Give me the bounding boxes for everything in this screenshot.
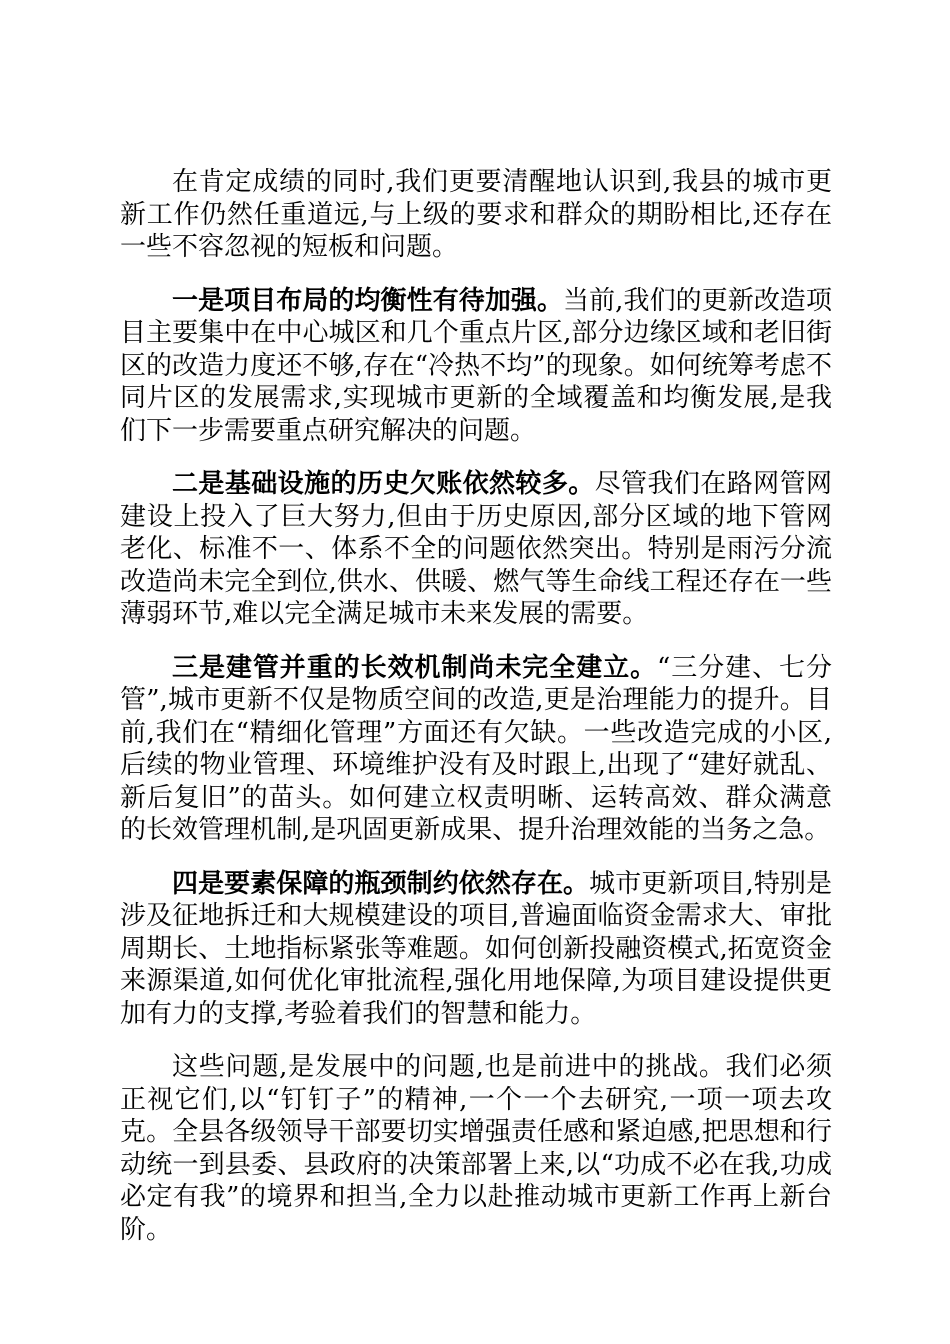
paragraph-text: 这些问题,是发展中的问题,也是前进中的挑战。我们必须正视它们,以“钉钉子”的精神,一个一个去研究,一项一项去攻克。全县各级领导干部要切实增强责任感和紧迫感,把思想和行动统一到县委、县政府的决策部署上来,以“功成不必在我,功成必定有我”的境界和担当,全力以赴推动城市更新工作再上新台阶。 — [120, 1052, 832, 1245]
paragraph-conclusion — [120, 1051, 832, 1246]
paragraph-lead: 三是建管并重的长效机制尚未完全建立。 — [172, 652, 658, 683]
paragraph-issue-2 — [120, 468, 832, 631]
paragraph-intro — [120, 166, 832, 264]
paragraph-text: 城市更新项目,特别是涉及征地拆迁和大规模建设的项目,普遍面临资金需求大、审批周期长、土地指标紧张等难题。如何创新投融资模式,拓宽资金来源渠道,如何优化审批流程,强化用地保障,为项目建设提供更加有力的支撑,考验着我们的智慧和能力。 — [120, 868, 832, 1029]
paragraph-lead: 一是项目布局的均衡性有待加强。 — [172, 285, 564, 316]
paragraph-text: 在肯定成绩的同时,我们更要清醒地认识到,我县的城市更新工作仍然任重道远,与上级的要求和群众的期盼相比,还存在一些不容忽视的短板和问题。 — [120, 167, 832, 262]
document-body — [120, 166, 832, 1267]
paragraph-lead: 二是基础设施的历史欠账依然较多。 — [172, 469, 595, 499]
paragraph-text: 尽管我们在路网管网建设上投入了巨大努力,但由于历史原因,部分区域的地下管网老化、标准不一、体系不全的问题依然突出。特别是雨污分流改造尚未完全到位,供水、供暖、燃气等生命线工程还存在一些薄弱环节,难以完全满足城市未来发展的需要。 — [120, 469, 832, 629]
paragraph-text: 当前,我们的更新改造项目主要集中在中心城区和几个重点片区,部分边缘区域和老旧街区的改造力度还不够,存在“冷热不均”的现象。如何统筹考虑不同片区的发展需求,实现城市更新的全域覆盖和均衡发展,是我们下一步需要重点研究解决的问题。 — [120, 285, 832, 446]
paragraph-issue-4 — [120, 868, 832, 1031]
paragraph-lead: 四是要素保障的瓶颈制约依然存在。 — [172, 868, 590, 899]
paragraph-issue-1 — [120, 285, 832, 448]
paragraph-text: “三分建、七分管”,城市更新不仅是物质空间的改造,更是治理能力的提升。目前,我们在“精细化管理”方面还有欠缺。一些改造完成的小区,后续的物业管理、环境维护没有及时跟上,出现了“建好就乱、新后复旧”的苗头。如何建立权责明晰、运转高效、群众满意的长效管理机制,是巩固更新成果、提升治理效能的当务之急。 — [120, 652, 832, 845]
paragraph-issue-3 — [120, 652, 832, 847]
